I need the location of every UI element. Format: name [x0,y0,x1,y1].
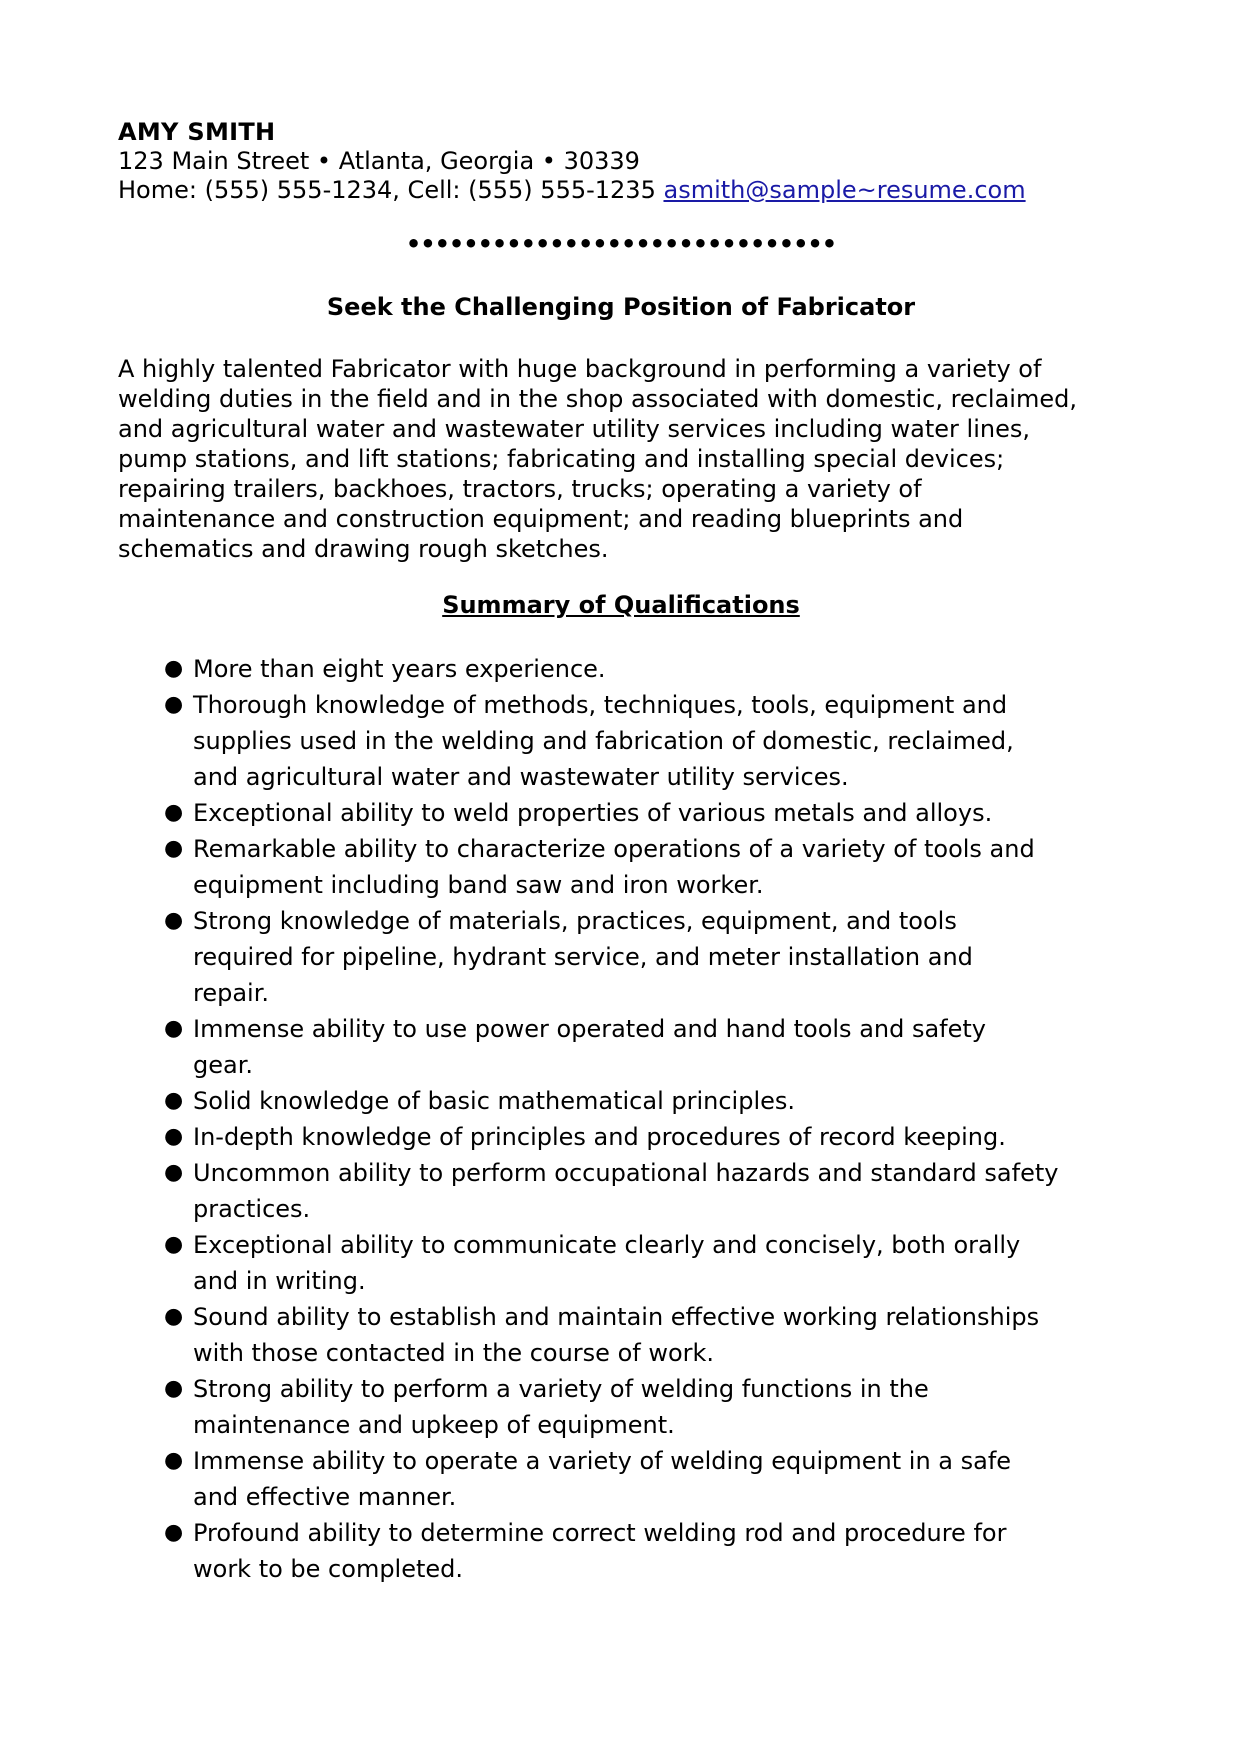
qualification-text: Thorough knowledge of methods, techniques, tools, equipment and supplies used in the welding and fabrication of domestic, reclaimed, and agricultural water and wastewater utility services. [193,691,1014,791]
qualification-item [160,1515,1160,1587]
bullet-icon: ● [164,1520,184,1545]
qualification-item [160,795,1160,831]
qualification-text: Solid knowledge of basic mathematical principles. [193,1087,796,1115]
qualification-item [160,1227,1160,1299]
qualification-text: More than eight years experience. [193,655,606,683]
phone-numbers: Home: (555) 555-1234, Cell: (555) 555-1235 [118,176,664,204]
bullet-icon: ● [164,1124,184,1149]
qualification-text: Exceptional ability to communicate clearly and concisely, both orally and in writing. [193,1231,1021,1295]
qualification-text: In-depth knowledge of principles and procedures of record keeping. [193,1123,1006,1151]
qualification-item [160,831,1160,903]
qualification-text: Remarkable ability to characterize operations of a variety of tools and equipment including band saw and iron worker. [193,835,1035,899]
bullet-icon: ● [164,1160,184,1185]
qualification-item [160,687,1160,795]
qualification-text: Strong ability to perform a variety of welding functions in the maintenance and upkeep of equipment. [193,1375,929,1439]
qualification-item [160,903,1160,1011]
bullet-icon: ● [164,656,184,681]
qualification-item [160,1443,1160,1515]
address-line: 123 Main Street • Atlanta, Georgia • 30339 [118,147,640,175]
bullet-icon: ● [164,1016,184,1041]
qualification-item [160,1155,1160,1227]
qualification-text: Strong knowledge of materials, practices, equipment, and tools required for pipeline, hydrant service, and meter installation and repair. [193,907,973,1007]
contact-header [118,118,1026,205]
qualification-text: Immense ability to use power operated and hand tools and safety gear. [193,1015,987,1079]
objective-heading: Seek the Challenging Position of Fabricator [326,293,916,321]
bullet-icon: ● [164,836,184,861]
qualification-text: Immense ability to operate a variety of welding equipment in a safe and effective manner. [193,1447,1012,1511]
bullet-icon: ● [164,908,184,933]
phone-email-line [118,176,1026,205]
bullet-icon: ● [164,1448,184,1473]
bullet-icon: ● [164,1088,184,1113]
qualification-text: Uncommon ability to perform occupational hazards and standard safety practices. [193,1159,1059,1223]
qualifications-list [160,651,1160,1587]
candidate-name: AMY SMITH [118,118,276,146]
bullet-icon: ● [164,1376,184,1401]
qualification-item [160,651,1160,687]
bullet-icon: ● [164,1304,184,1329]
qualification-item [160,1119,1160,1155]
summary-paragraph: A highly talented Fabricator with huge background in performing a variety of welding duties in the field and in the shop associated with domestic, reclaimed, and agricultural water and wastewater utility services including water lines, pump stations, and lift stations; fabricating and installing special devices; repairing trailers, backhoes, tractors, trucks; operating a variety of maintenance and construction equipment; and reading blueprints and schematics and drawing rough sketches. [118,355,1077,563]
email-link[interactable]: asmith@sample~resume.com [663,176,1026,204]
qualification-text: Profound ability to determine correct welding rod and procedure for work to be completed. [193,1519,1007,1583]
bullet-icon: ● [164,1232,184,1257]
qualification-item [160,1011,1160,1083]
qualification-item [160,1299,1160,1371]
separator-dots: •••••••••••••••••••••••••••••• [405,230,837,258]
qualification-text: Sound ability to establish and maintain effective working relationships with those contacted in the course of work. [193,1303,1040,1367]
bullet-icon: ● [164,692,184,717]
qualification-text: Exceptional ability to weld properties of various metals and alloys. [193,799,993,827]
qualifications-heading: Summary of Qualifications [442,591,800,619]
qualification-item [160,1083,1160,1119]
bullet-icon: ● [164,800,184,825]
qualification-item [160,1371,1160,1443]
